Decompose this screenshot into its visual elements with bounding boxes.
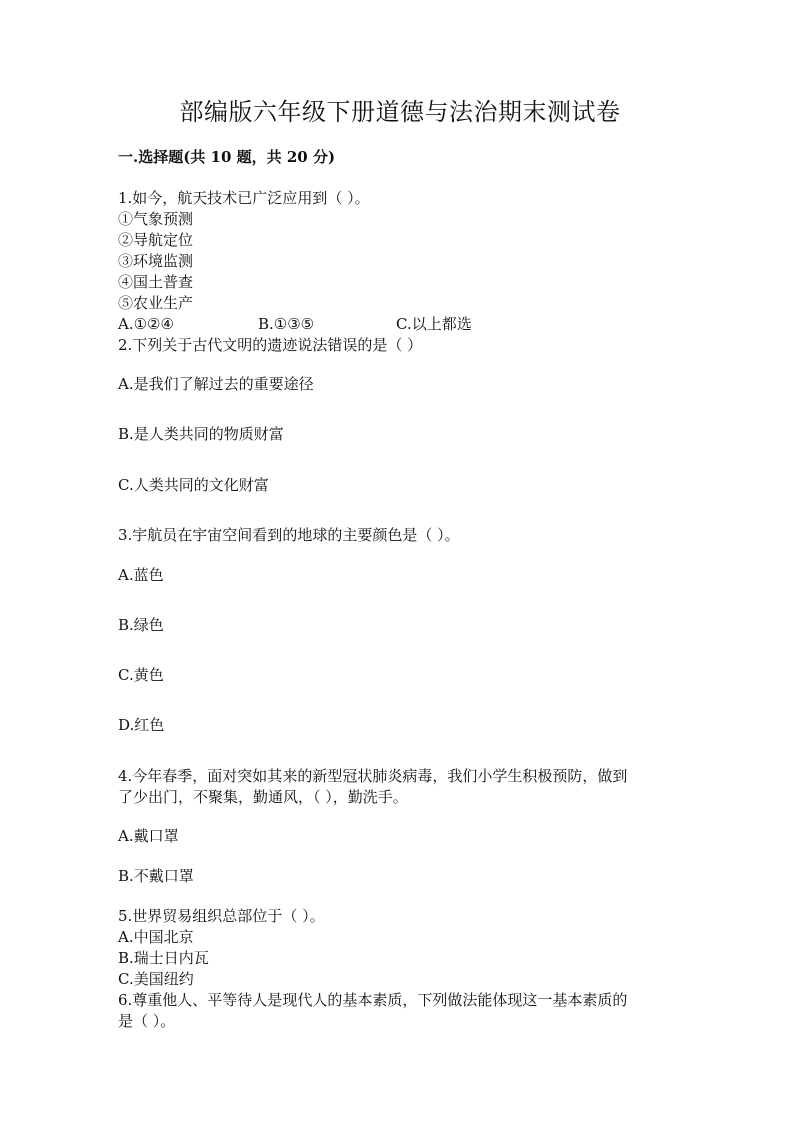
question-2-option-c: C.人类共同的文化财富 [118, 476, 269, 494]
question-4-option-b: B.不戴口罩 [118, 867, 194, 885]
question-1-item-5: ⑤农业生产 [118, 294, 194, 312]
question-5-option-b: B.瑞士日内瓦 [118, 949, 209, 967]
question-3-stem: 3.宇航员在宇宙空间看到的地球的主要颜色是（ ）。 [118, 526, 460, 544]
question-1-option-a: A.①②④ [118, 315, 174, 333]
exam-title: 部编版六年级下册道德与法治期末测试卷 [179, 98, 621, 126]
question-1-option-c: C.以上都选 [396, 315, 472, 333]
question-1-item-2: ②导航定位 [118, 231, 194, 249]
question-1-item-1: ①气象预测 [118, 210, 194, 228]
section-heading: 一.选择题(共 10 题，共 20 分) [118, 148, 336, 166]
question-3-option-a: A.蓝色 [118, 566, 164, 584]
question-5-option-c: C.美国纽约 [118, 970, 194, 988]
question-2-option-a: A.是我们了解过去的重要途径 [118, 375, 314, 393]
question-1-item-4: ④国土普查 [118, 273, 194, 291]
question-4-option-a: A.戴口罩 [118, 827, 179, 845]
question-6-stem-line-1: 6.尊重他人、平等待人是现代人的基本素质，下列做法能体现这一基本素质的 [118, 991, 628, 1009]
question-3-option-d: D.红色 [118, 716, 165, 734]
question-2-option-b: B.是人类共同的物质财富 [118, 425, 284, 443]
question-4-stem-line-2: 了少出门，不聚集，勤通风，（ ），勤洗手。 [118, 788, 408, 806]
question-2-stem: 2.下列关于古代文明的遗迹说法错误的是（ ） [118, 336, 423, 354]
question-5-stem: 5.世界贸易组织总部位于（ ）。 [118, 907, 325, 925]
question-4-stem-line-1: 4.今年春季，面对突如其来的新型冠状肺炎病毒，我们小学生积极预防，做到 [118, 767, 628, 785]
question-1-stem: 1.如今，航天技术已广泛应用到（ ）。 [118, 189, 370, 207]
question-3-option-b: B.绿色 [118, 616, 164, 634]
question-1-option-b: B.①③⑤ [258, 315, 315, 333]
question-5-option-a: A.中国北京 [118, 928, 194, 946]
question-1-item-3: ③环境监测 [118, 252, 194, 270]
question-6-stem-line-2: 是（ ）。 [118, 1012, 176, 1030]
question-3-option-c: C.黄色 [118, 666, 164, 684]
